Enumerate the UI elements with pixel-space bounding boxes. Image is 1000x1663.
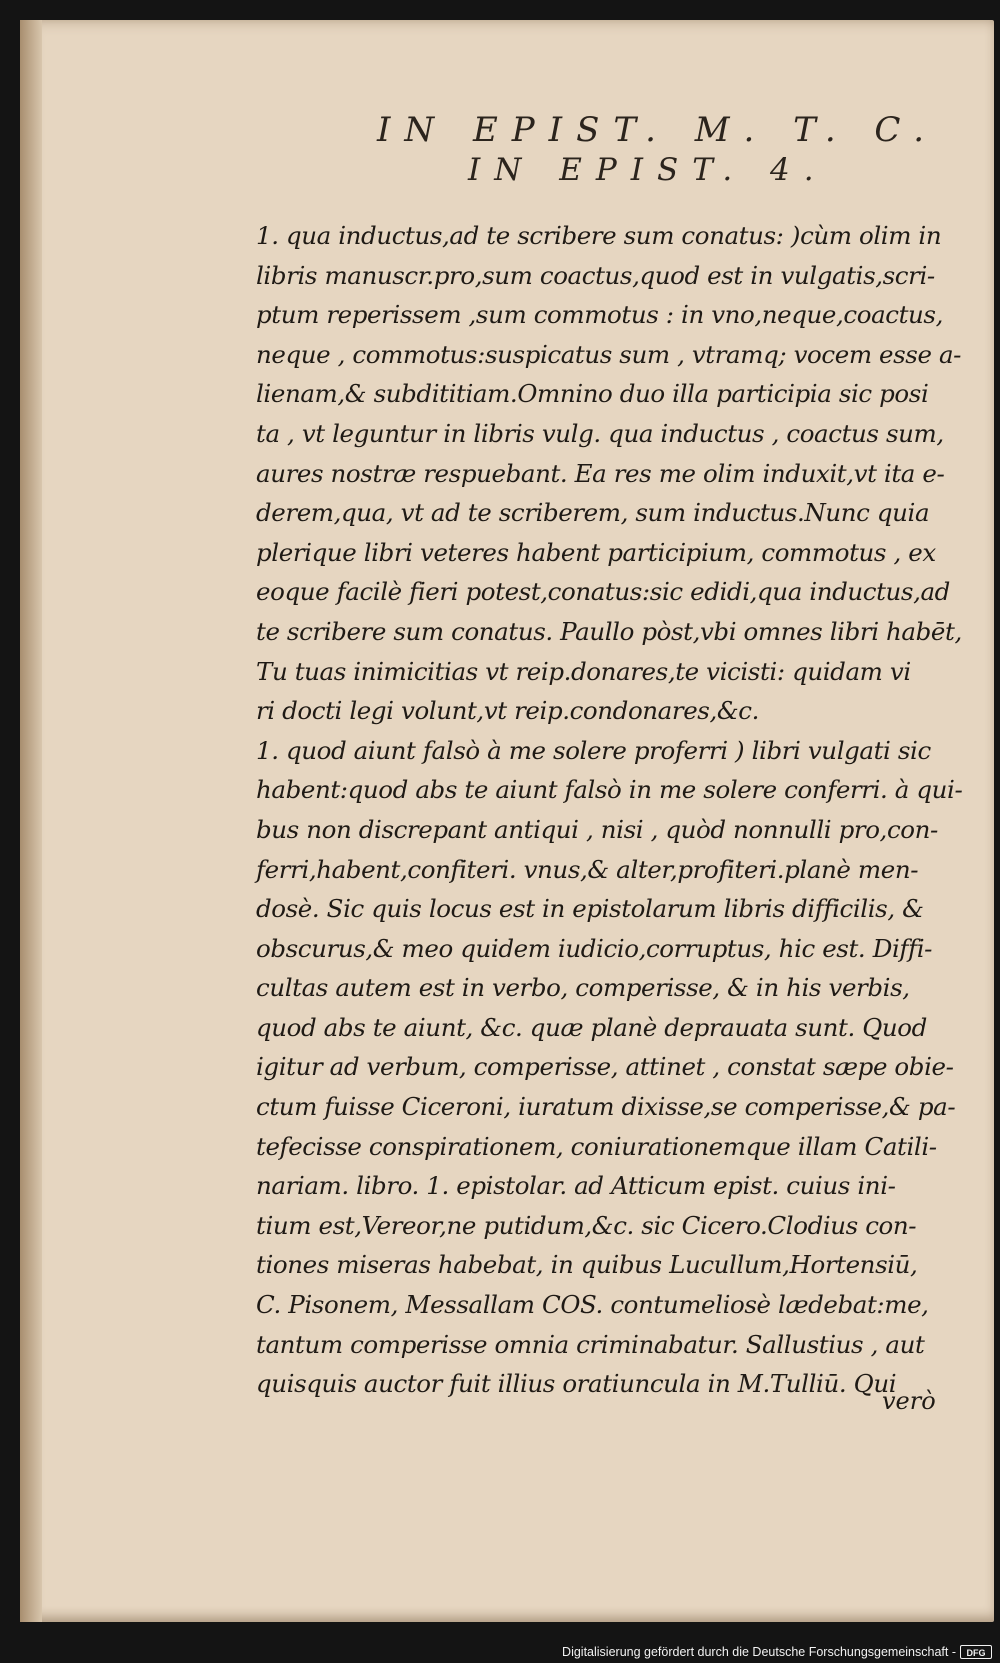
- body-text: [256, 216, 986, 1404]
- text-line: ta , vt leguntur in libris vulg. qua inductus , coactus sum,: [256, 418, 944, 448]
- text-line: Tu tuas inimicitias vt reip.donares,te vicisti: quidam vi: [256, 656, 911, 686]
- text-line: ferri,habent,confiteri. vnus,& alter,profiteri.planè men-: [256, 854, 919, 884]
- funding-notice: Digitalisierung gefördert durch die Deutsche Forschungsgemeinschaft -: [562, 1645, 956, 1659]
- text-line: tefecisse conspirationem, coniurationemque illam Catili-: [256, 1131, 937, 1161]
- text-line: ptum reperissem ,sum commotus : in vno,neque,coactus,: [256, 300, 943, 330]
- text-line: neque , commotus:suspicatus sum , vtramq; vocem esse a-: [256, 339, 962, 369]
- text-line: tium est,Vereor,ne putidum,&c. sic Cicero.Clodius con-: [256, 1210, 917, 1240]
- text-line: derem,qua, vt ad te scriberem, sum inductus.Nunc quia: [256, 498, 930, 528]
- text-line: igitur ad verbum, comperisse, attinet , constat sæpe obie-: [256, 1052, 954, 1082]
- text-line: quod abs te aiunt, &c. quæ planè deprauata sunt. Quod: [256, 1012, 927, 1042]
- text-line: tiones miseras habebat, in quibus Lucullum,Hortensiū,: [256, 1250, 918, 1280]
- text-line: ctum fuisse Ciceroni, iuratum dixisse,se comperisse,& pa-: [256, 1092, 956, 1122]
- book-page: [20, 20, 994, 1622]
- text-line: tantum comperisse omnia criminabatur. Sallustius , aut: [256, 1329, 925, 1359]
- text-line: C. Pisonem, Messallam COS. contumeliosè lædebat:me,: [256, 1290, 929, 1320]
- text-line: ri docti legi volunt,vt reip.condonares,&c.: [256, 696, 759, 726]
- text-line: 1. quod aiunt falsò à me solere proferri ) libri vulgati sic: [256, 735, 931, 765]
- text-line: habent:quod abs te aiunt falsò in me solere conferri. à qui-: [256, 775, 963, 805]
- text-line: plerique libri veteres habent participium, commotus , ex: [256, 537, 936, 567]
- text-line: lienam,& subdititiam.Omnino duo illa participia sic posi: [256, 379, 929, 409]
- text-line: dosè. Sic quis locus est in epistolarum libris difficilis, &: [256, 894, 924, 924]
- page-gutter-edge: [20, 20, 42, 1622]
- catchword: verò: [882, 1387, 936, 1415]
- text-line: quisquis auctor fuit illius oratiuncula in M.Tulliū. Qui: [256, 1369, 897, 1399]
- text-line: libris manuscr.pro,sum coactus,quod est in vulgatis,scri-: [256, 260, 935, 290]
- dfg-logo-icon: DFG: [960, 1645, 992, 1659]
- text-line: aures nostræ respuebant. Ea res me olim induxit,vt ita e-: [256, 458, 945, 488]
- text-line: obscurus,& meo quidem iudicio,corruptus, hic est. Diffi-: [256, 933, 933, 963]
- text-line: bus non discrepant antiqui , nisi , quòd nonnulli pro,con-: [256, 814, 938, 844]
- text-line: eoque facilè fieri potest,conatus:sic edidi,qua inductus,ad: [256, 577, 950, 607]
- text-line: nariam. libro. 1. epistolar. ad Atticum epist. cuius ini-: [256, 1171, 896, 1201]
- running-head-primary: IN EPIST. M. T. C.: [377, 110, 939, 150]
- running-head-secondary: IN EPIST. 4.: [468, 152, 828, 188]
- text-line: te scribere sum conatus. Paullo pòst,vbi omnes libri habēt,: [256, 616, 962, 646]
- text-line: cultas autem est in verbo, comperisse, & in his verbis,: [256, 973, 910, 1003]
- text-line: 1. qua inductus,ad te scribere sum conatus: )cùm olim in: [256, 221, 942, 250]
